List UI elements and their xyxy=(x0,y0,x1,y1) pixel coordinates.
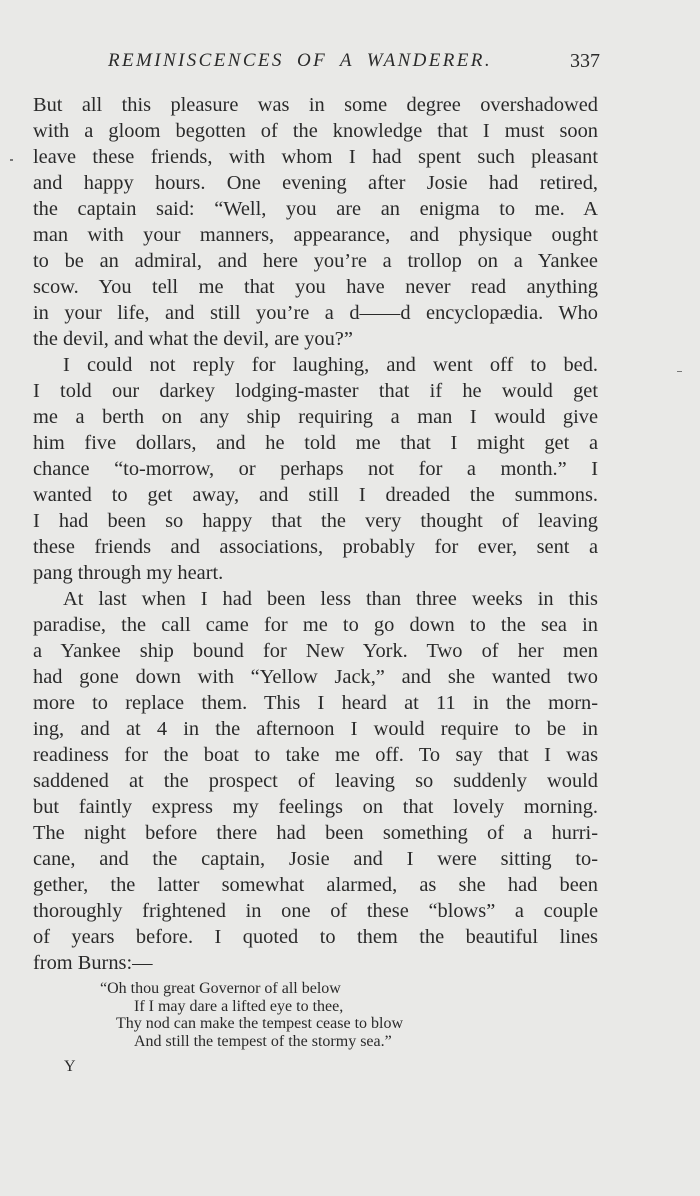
text-line: But all this pleasure was in some degree overshadowed xyxy=(33,94,598,116)
text-line: pang through my heart. xyxy=(33,562,224,584)
verse-line: If I may dare a lifted eye to thee, xyxy=(134,997,344,1015)
text-line: thoroughly frightened in one of these “blows” a couple xyxy=(33,900,598,922)
text-line: and happy hours. One evening after Josie had retired, xyxy=(33,172,598,194)
text-line: these friends and associations, probably for ever, sent a xyxy=(33,536,598,558)
verse-line: Thy nod can make the tempest cease to blow xyxy=(116,1015,404,1032)
text-line: paradise, the call came for me to go down to the sea in xyxy=(33,614,598,636)
text-line: the captain said: “Well, you are an enigma to me. A xyxy=(33,198,598,220)
text-line: man with your manners, appearance, and physique ought xyxy=(33,224,598,246)
text-line: had gone down with “Yellow Jack,” and she wanted two xyxy=(33,666,598,688)
running-title: REMINISCENCES OF A WANDERER. xyxy=(108,50,492,71)
text-line: readiness for the boat to take me off. To say that I was xyxy=(33,744,598,766)
text-line: saddened at the prospect of leaving so suddenly would xyxy=(33,770,598,792)
text-line: but faintly express my feelings on that lovely morning. xyxy=(33,796,598,818)
text-line: gether, the latter somewhat alarmed, as she had been xyxy=(33,874,598,896)
text-line: scow. You tell me that you have never read anything xyxy=(33,276,598,298)
paper-speck xyxy=(10,159,13,161)
text-line: leave these friends, with whom I had spent such pleasant xyxy=(33,146,598,168)
text-line: I told our darkey lodging-master that if he would get xyxy=(33,380,598,402)
text-line: ing, and at 4 in the afternoon I would require to be in xyxy=(33,718,598,740)
text-line: me a berth on any ship requiring a man I would give xyxy=(33,406,598,428)
running-head xyxy=(0,50,700,76)
text-line: The night before there had been something of a hurri- xyxy=(33,822,598,844)
verse-line: And still the tempest of the stormy sea.” xyxy=(134,1032,392,1050)
text-line: from Burns:— xyxy=(33,952,153,974)
text-line: more to replace them. This I heard at 11 in the morn- xyxy=(33,692,598,714)
text-line: with a gloom begotten of the knowledge that I must soon xyxy=(33,120,598,142)
text-line: to be an admiral, and here you’re a trollop on a Yankee xyxy=(33,250,598,272)
verse-line: “Oh thou great Governor of all below xyxy=(100,980,341,997)
signature-mark: Y xyxy=(64,1058,76,1075)
text-line: of years before. I quoted to them the beautiful lines xyxy=(33,926,598,948)
paper-speck xyxy=(677,371,682,372)
text-line: in your life, and still you’re a d——d encyclopædia. Who xyxy=(33,302,598,324)
text-line: chance “to-morrow, or perhaps not for a month.” I xyxy=(33,458,598,480)
text-line: a Yankee ship bound for New York. Two of her men xyxy=(33,640,598,662)
page-number: 337 xyxy=(570,50,600,72)
verse-quotation xyxy=(100,980,403,1050)
text-line: the devil, and what the devil, are you?” xyxy=(33,328,353,350)
body-text xyxy=(33,92,598,976)
text-line: I could not reply for laughing, and went off to bed. xyxy=(63,354,598,376)
text-line: I had been so happy that the very thought of leaving xyxy=(33,510,598,532)
text-line: cane, and the captain, Josie and I were sitting to- xyxy=(33,848,598,870)
text-line: At last when I had been less than three weeks in this xyxy=(63,588,598,610)
text-line: wanted to get away, and still I dreaded the summons. xyxy=(33,484,598,506)
text-line: him five dollars, and he told me that I might get a xyxy=(33,432,598,454)
